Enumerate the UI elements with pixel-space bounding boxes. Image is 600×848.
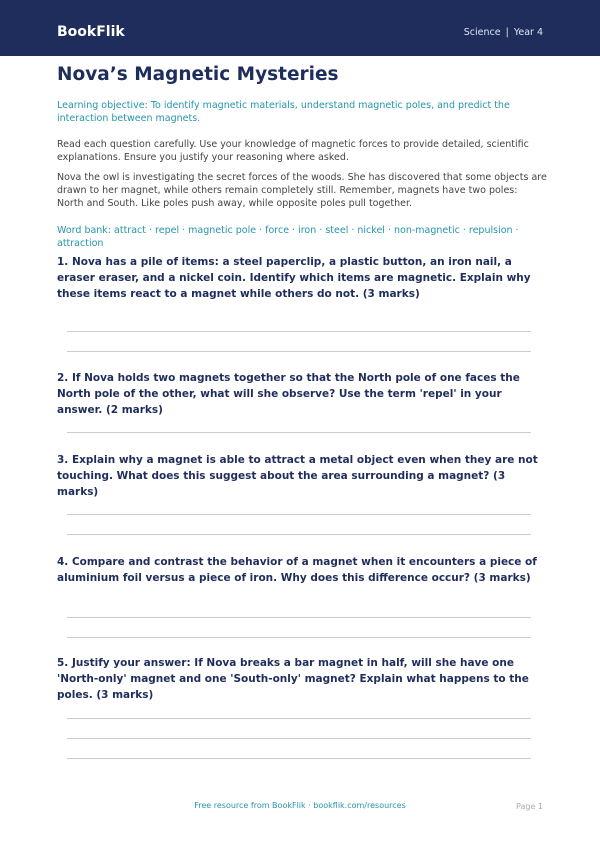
word-bank: Word bank: attract · repel · magnetic pole · force · iron · steel · nickel · non-magnetic · repulsion · attraction: [57, 225, 519, 249]
answer-line[interactable]: [67, 738, 531, 739]
answer-line[interactable]: [67, 637, 531, 638]
instructions-text: Read each question carefully. Use your knowledge of magnetic forces to provide detailed, scientific explanations. Ensure you justify your reasoning where asked.: [57, 139, 529, 163]
answer-line[interactable]: [67, 351, 531, 352]
answer-line[interactable]: [67, 718, 531, 719]
separator: |: [505, 27, 509, 38]
answer-line[interactable]: [67, 617, 531, 618]
question-2: 2. If Nova holds two magnets together so that the North pole of one faces the North pole of the other, what will she observe? Use the term 'repel' in your answer. (2 marks): [57, 372, 520, 416]
page-header: [0, 0, 600, 56]
worksheet-title: Nova’s Magnetic Mysteries: [57, 64, 339, 85]
page-number: Page 1: [516, 802, 543, 811]
question-5: 5. Justify your answer: If Nova breaks a bar magnet in half, will she have one 'North-only' magnet and one 'South-only' magnet? Explain what happens to the poles. (3 marks): [57, 657, 529, 701]
answer-line[interactable]: [67, 534, 531, 535]
year-label: Year 4: [513, 27, 543, 38]
footer-text: Free resource from BookFlik · bookflik.com/resources: [194, 801, 406, 810]
question-1: 1. Nova has a pile of items: a steel paperclip, a plastic button, an iron nail, a eraser eraser, and a nickel coin. Identify which items are magnetic. Explain why these items react to a magnet while others do not. (3 marks): [57, 256, 531, 300]
learning-objective: Learning objective: To identify magnetic materials, understand magnetic poles, and predict the interaction between magnets.: [57, 100, 510, 124]
subject-year-label: [464, 27, 543, 38]
answer-line[interactable]: [67, 331, 531, 332]
answer-line[interactable]: [67, 432, 531, 433]
brand-logo-text: BookFlik: [57, 24, 125, 40]
answer-line[interactable]: [67, 514, 531, 515]
question-3: 3. Explain why a magnet is able to attract a metal object even when they are not touching. What does this suggest about the area surrounding a magnet? (3 marks): [57, 454, 538, 498]
subject-label: Science: [463, 27, 501, 38]
question-4: 4. Compare and contrast the behavior of a magnet when it encounters a piece of aluminium foil versus a piece of iron. Why does this difference occur? (3 marks): [57, 556, 537, 584]
answer-line[interactable]: [67, 758, 531, 759]
scenario-text: Nova the owl is investigating the secret forces of the woods. She has discovered that some objects are drawn to her magnet, while others remain completely still. Remember, magnets have two poles: North and South. Like poles push away, while opposite poles pull together.: [57, 172, 547, 209]
